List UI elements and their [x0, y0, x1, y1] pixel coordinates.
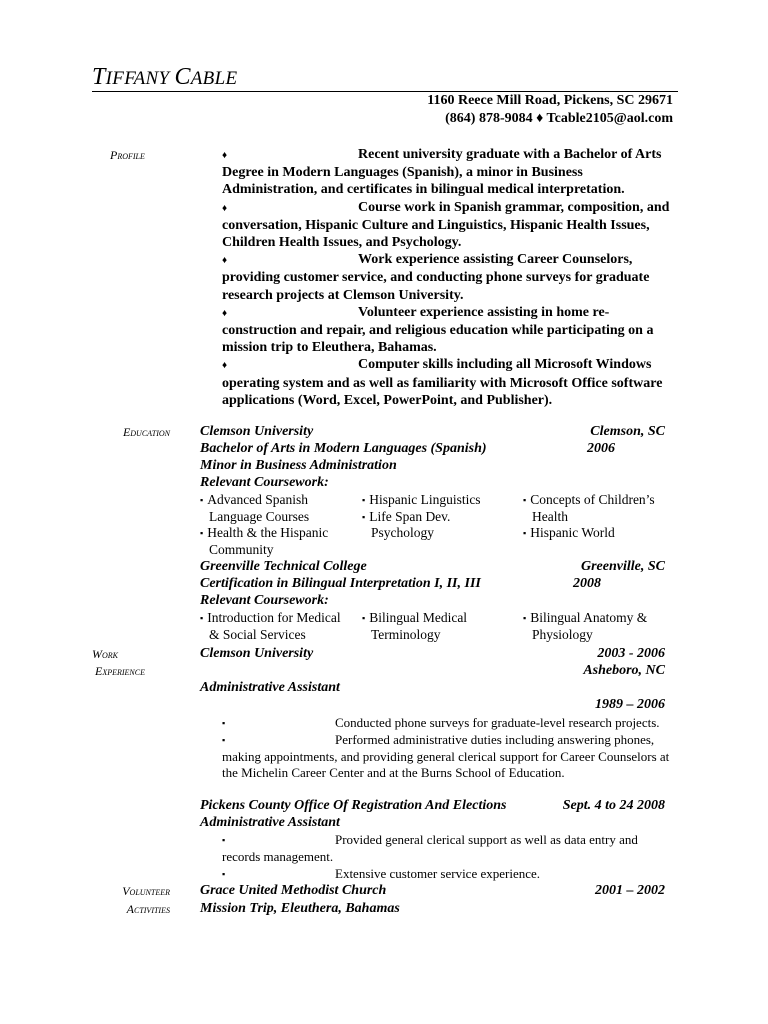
- square-bullet-icon: ▪: [362, 613, 366, 623]
- diamond-bullet-icon: ♦: [222, 202, 228, 214]
- profile-item: ♦ Recent university graduate with a Bachelor of Arts Degree in Modern Languages (Spanish), a minor in Business Administration, and certificates in bilingual medical interpretation.: [222, 147, 662, 198]
- section-label-profile: Profile: [110, 148, 145, 162]
- job-bullet: ▪ Performed administrative duties including answering phones, making appointments, and providing general clerical support for Career Counselors at the Michelin Career Center and at the Burns School of Education.: [222, 731, 670, 781]
- course-item: ▪ Advanced Spanish: [200, 492, 309, 507]
- square-bullet-icon: ▪: [523, 613, 527, 623]
- square-bullet-icon: ▪: [222, 718, 226, 728]
- coursework-label: Relevant Coursework:: [200, 475, 329, 490]
- course-list-col3: ▪ Concepts of Children’s Health ▪ Hispanic World: [523, 492, 673, 542]
- course-item: ▪ Bilingual Medical: [362, 610, 468, 625]
- course-list-col1: ▪ Advanced Spanish Language Courses ▪ Health & the Hispanic Community: [200, 492, 350, 558]
- certification-year: 2008: [573, 576, 601, 591]
- diamond-bullet-icon: ♦: [222, 360, 228, 372]
- square-bullet-icon: ▪: [222, 734, 226, 745]
- section-label-education: Education: [122, 425, 170, 439]
- profile-item: ♦ Course work in Spanish grammar, composition, and conversation, Hispanic Culture and Linguistics, Hispanic Health Issues, Children Health Issues, and Psychology.: [222, 199, 670, 251]
- certification: Certification in Bilingual Interpretation I, II, III: [200, 576, 481, 591]
- contact-block: [427, 92, 673, 128]
- job-dates: 1989 – 2006: [595, 697, 665, 712]
- course-item: ▪ Health & the Hispanic: [200, 525, 329, 540]
- job-title: Administrative Assistant: [200, 815, 340, 830]
- course-list-col3: ▪ Bilingual Anatomy & Physiology: [523, 610, 673, 643]
- job-title: Administrative Assistant: [200, 680, 340, 695]
- course-item: ▪ Hispanic World: [523, 525, 615, 540]
- section-label-activities: Activities: [126, 902, 170, 916]
- school-name: Greenville Technical College: [200, 559, 367, 574]
- square-bullet-icon: ▪: [362, 511, 366, 522]
- school-name: Clemson University: [200, 424, 314, 439]
- course-list-col2: ▪ Bilingual Medical Terminology: [362, 610, 512, 643]
- volunteer-dates: 2001 – 2002: [595, 883, 665, 898]
- square-bullet-icon: ▪: [222, 868, 226, 879]
- job-dates: 2003 - 2006: [597, 646, 665, 661]
- resume-name: TIFFANY CABLE: [92, 64, 238, 90]
- address: 1160 Reece Mill Road, Pickens, SC 29671: [427, 93, 673, 108]
- square-bullet-icon: ▪: [362, 495, 366, 505]
- square-bullet-icon: ▪: [222, 835, 226, 845]
- diamond-separator-icon: ♦: [536, 111, 544, 126]
- square-bullet-icon: ▪: [200, 495, 204, 505]
- phone-email-line: [427, 110, 673, 128]
- course-item: ▪ Bilingual Anatomy &: [523, 610, 648, 625]
- course-list-col2: ▪ Hispanic Linguistics ▪ Life Span Dev. Psychology: [362, 492, 512, 542]
- job-bullet: ▪ Provided general clerical support as well as data entry and records management.: [222, 832, 638, 864]
- job-bullet: ▪ Conducted phone surveys for graduate-level research projects.: [222, 715, 660, 730]
- phone: (864) 878-9084: [445, 111, 533, 126]
- minor: Minor in Business Administration: [200, 458, 397, 473]
- square-bullet-icon: ▪: [200, 613, 204, 623]
- degree-year: 2006: [587, 441, 615, 456]
- job-bullet: ▪ Extensive customer service experience.: [222, 865, 541, 881]
- school-location: Greenville, SC: [581, 559, 665, 574]
- job-bullets: [222, 715, 670, 782]
- employer: Pickens County Office Of Registration And Elections: [200, 798, 507, 813]
- course-item: ▪ Life Span Dev.: [362, 508, 451, 524]
- volunteer-org: Grace United Methodist Church: [200, 883, 387, 898]
- section-label-work: Work: [92, 647, 118, 661]
- section-label-volunteer: Volunteer: [122, 884, 170, 898]
- coursework-label: Relevant Coursework:: [200, 593, 329, 608]
- course-item: ▪ Concepts of Children’s: [523, 492, 655, 507]
- job-bullets: [222, 832, 670, 882]
- section-label-experience: Experience: [95, 664, 145, 678]
- degree: Bachelor of Arts in Modern Languages (Spanish): [200, 441, 487, 456]
- job-dates: Sept. 4 to 24 2008: [562, 798, 665, 813]
- profile-item: ♦ Volunteer experience assisting in home re- construction and repair, and religious education while participating on a mission trip to Eleuthera, Bahamas.: [222, 304, 654, 356]
- profile-item: ♦ Work experience assisting Career Counselors, providing customer service, and conducting phone surveys for graduate research projects at Clemson University.: [222, 252, 650, 303]
- profile-item: ♦ Computer skills including all Microsoft Windows operating system and as well as familiarity with Microsoft Office software applications (Word, Excel, PowerPoint, and Publisher).: [222, 357, 663, 408]
- diamond-bullet-icon: ♦: [222, 150, 228, 161]
- email: Tcable2105@aol.com: [546, 111, 673, 126]
- volunteer-trip: Mission Trip, Eleuthera, Bahamas: [200, 901, 400, 916]
- course-list-col1: ▪ Introduction for Medical & Social Services: [200, 610, 355, 643]
- square-bullet-icon: ▪: [523, 495, 527, 505]
- job-location: Asheboro, NC: [583, 663, 665, 678]
- employer: Clemson University: [200, 646, 314, 661]
- course-item: ▪ Introduction for Medical: [200, 610, 341, 625]
- square-bullet-icon: ▪: [200, 528, 204, 538]
- diamond-bullet-icon: ♦: [222, 255, 228, 267]
- school-location: Clemson, SC: [590, 424, 665, 439]
- diamond-bullet-icon: ♦: [222, 307, 228, 319]
- profile-section: [222, 146, 670, 409]
- square-bullet-icon: ▪: [523, 528, 527, 538]
- course-item: ▪ Hispanic Linguistics: [362, 492, 481, 507]
